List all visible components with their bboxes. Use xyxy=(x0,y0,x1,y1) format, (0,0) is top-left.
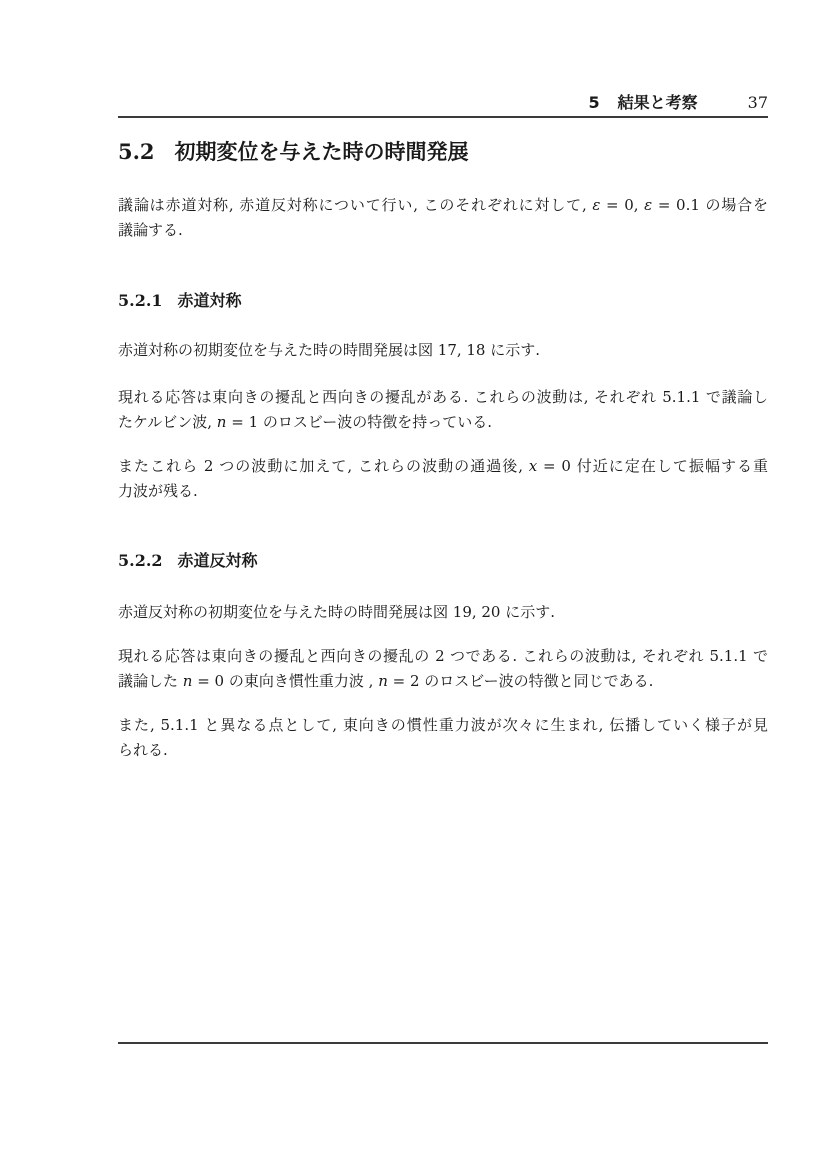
subsection-heading xyxy=(118,139,768,165)
text-segment: 議論した xyxy=(118,672,183,690)
subsubsection-1-title: 赤道対称 xyxy=(177,291,242,310)
text-segment: = 2 のロスビー波の特徴と同じである. xyxy=(387,672,654,690)
text-segment: また, 5.1.1 と異なる点として, 東向きの慣性重力波が次々に生まれ, 伝播していく様子が見 xyxy=(118,716,768,734)
subsubsection-2-title: 赤道反対称 xyxy=(177,551,258,570)
math-variable: n xyxy=(216,413,227,431)
text-segment: 現れる応答は東向きの擾乱と西向きの擾乱がある. これらの波動は, それぞれ 5.1.1 で議論し xyxy=(118,388,768,406)
paragraph-asym-intro xyxy=(118,600,768,625)
footer-rule xyxy=(118,1042,768,1044)
text-line xyxy=(118,338,768,363)
subsubsection-heading-2 xyxy=(118,550,768,572)
text-segment: たケルビン波, xyxy=(118,413,217,431)
paragraph-sym-waves xyxy=(118,385,768,435)
text-line xyxy=(118,218,768,243)
running-head xyxy=(118,93,768,113)
math-variable: n xyxy=(378,672,388,690)
text-segment: = 0 の東向き慣性重力波 , xyxy=(192,672,379,690)
text-line xyxy=(118,600,768,625)
text-segment: 議論する. xyxy=(118,221,183,239)
paragraph-asym-gravity xyxy=(118,713,768,763)
text-line xyxy=(118,644,768,669)
text-line xyxy=(118,454,768,479)
subsubsection-1-number: 5.2.1 xyxy=(118,291,163,310)
paragraph-sym-intro xyxy=(118,338,768,363)
header-rule xyxy=(118,116,768,118)
math-variable: x xyxy=(528,457,538,475)
text-line xyxy=(118,479,768,504)
text-line xyxy=(118,410,768,435)
math-variable: ε xyxy=(592,196,601,214)
header-section-title: 結果と考察 xyxy=(617,93,698,112)
text-segment: 赤道反対称の初期変位を与えた時の時間発展は図 19, 20 に示す. xyxy=(118,603,556,621)
text-segment: = 0.1 の場合を xyxy=(652,196,769,214)
text-line xyxy=(118,713,768,738)
text-segment: = 0, xyxy=(600,196,645,214)
text-segment: 現れる応答は東向きの擾乱と西向きの擾乱の 2 つである. これらの波動は, それぞれ 5.1.1 で xyxy=(118,647,768,665)
math-variable: n xyxy=(182,672,193,690)
paragraph-intro xyxy=(118,193,768,243)
text-line xyxy=(118,669,768,694)
header-page-number: 37 xyxy=(747,93,768,112)
header-section-number: 5 xyxy=(588,93,600,112)
text-segment: 赤道対称の初期変位を与えた時の時間発展は図 17, 18 に示す. xyxy=(118,341,541,359)
text-line xyxy=(118,193,768,218)
paragraph-asym-waves xyxy=(118,644,768,694)
subsection-number: 5.2 xyxy=(118,139,155,164)
subsubsection-2-number: 5.2.2 xyxy=(118,551,163,570)
paragraph-sym-gravity xyxy=(118,454,768,504)
text-line xyxy=(118,738,768,763)
text-segment: = 1 のロスビー波の特徴を持っている. xyxy=(226,413,493,431)
subsection-title: 初期変位を与えた時の時間発展 xyxy=(174,140,469,164)
text-segment: = 0 付近に定在して振幅する重 xyxy=(537,457,769,475)
text-segment: 力波が残る. xyxy=(118,482,198,500)
text-segment: またこれら 2 つの波動に加えて, これらの波動の通過後, xyxy=(118,457,529,475)
text-segment: られる. xyxy=(118,741,168,759)
text-line xyxy=(118,385,768,410)
math-variable: ε xyxy=(644,196,653,214)
text-segment: 議論は赤道対称, 赤道反対称について行い, このそれぞれに対して, xyxy=(118,196,593,214)
subsubsection-heading-1 xyxy=(118,290,768,312)
